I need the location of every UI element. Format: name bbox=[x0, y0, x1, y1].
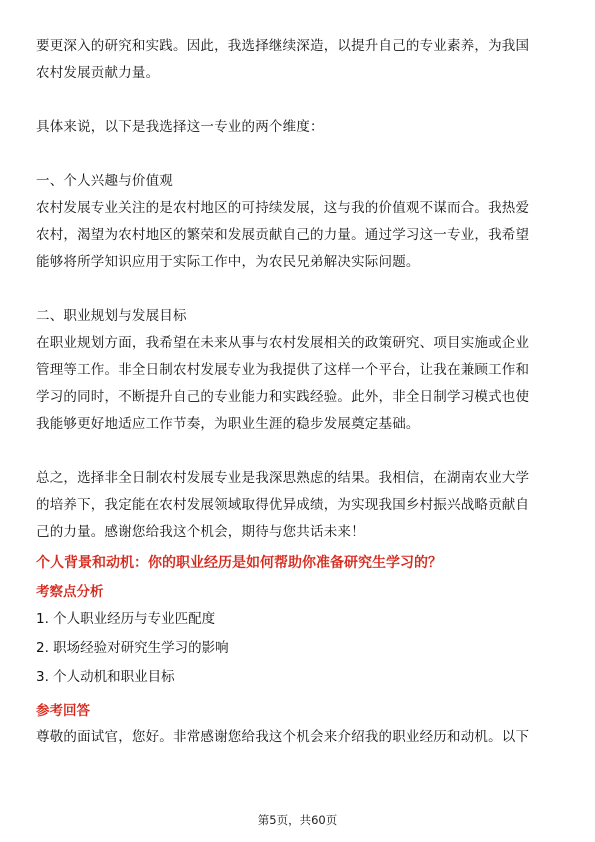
paragraph-line: 在职业规划方面，我希望在未来从事与农村发展相关的政策研究、项目实施或企业 bbox=[36, 335, 530, 351]
paragraph-line: 能够将所学知识应用于实际工作中，为农民兄弟解决实际问题。 bbox=[36, 254, 420, 270]
paragraph-line: 学习的同时，不断提升自己的专业能力和实践经验。此外，非全日制学习模式也使 bbox=[36, 389, 530, 405]
paragraph-line: 己的力量。感谢您给我这个机会，期待与您共话未来！ bbox=[36, 524, 365, 540]
answer-heading: 参考回答 bbox=[36, 703, 90, 719]
paragraph-line: 尊敬的面试官，您好。非常感谢您给我这个机会来介绍我的职业经历和动机。以下 bbox=[36, 729, 530, 745]
paragraph-line: 农村，渴望为农村地区的繁荣和发展贡献自己的力量。通过学习这一专业，我希望 bbox=[36, 227, 530, 243]
question-title: 个人背景和动机：你的职业经历是如何帮助你准备研究生学习的？ bbox=[36, 555, 442, 571]
section-heading: 一、个人兴趣与价值观 bbox=[36, 173, 173, 189]
paragraph-line: 我能够更好地适应工作节奏，为职业生涯的稳步发展奠定基础。 bbox=[36, 416, 420, 432]
section-heading: 二、职业规划与发展目标 bbox=[36, 308, 187, 324]
paragraph-line: 管理等工作。非全日制农村发展专业为我提供了这样一个平台，让我在兼顾工作和 bbox=[36, 362, 530, 378]
document-body bbox=[36, 0, 560, 751]
paragraph-line: 总之，选择非全日制农村发展专业是我深思熟虑的结果。我相信，在湖南农业大学 bbox=[36, 470, 530, 486]
list-item: 2. 职场经验对研究生学习的影响 bbox=[36, 640, 229, 656]
list-item: 3. 个人动机和职业目标 bbox=[36, 669, 175, 685]
page-number: 第5页，共60页 bbox=[257, 813, 338, 827]
paragraph-line: 具体来说，以下是我选择这一专业的两个维度： bbox=[36, 119, 324, 135]
analysis-heading: 考察点分析 bbox=[36, 584, 104, 600]
paragraph-line: 的培养下，我定能在农村发展领域取得优异成绩，为实现我国乡村振兴战略贡献自 bbox=[36, 497, 530, 513]
list-item: 1. 个人职业经历与专业匹配度 bbox=[36, 611, 216, 627]
paragraph-line: 农村发展专业关注的是农村地区的可持续发展，这与我的价值观不谋而合。我热爱 bbox=[36, 200, 530, 216]
paragraph-line: 要更深入的研究和实践。因此，我选择继续深造，以提升自己的专业素养，为我国 bbox=[36, 38, 530, 54]
paragraph-line: 农村发展贡献力量。 bbox=[36, 65, 160, 81]
